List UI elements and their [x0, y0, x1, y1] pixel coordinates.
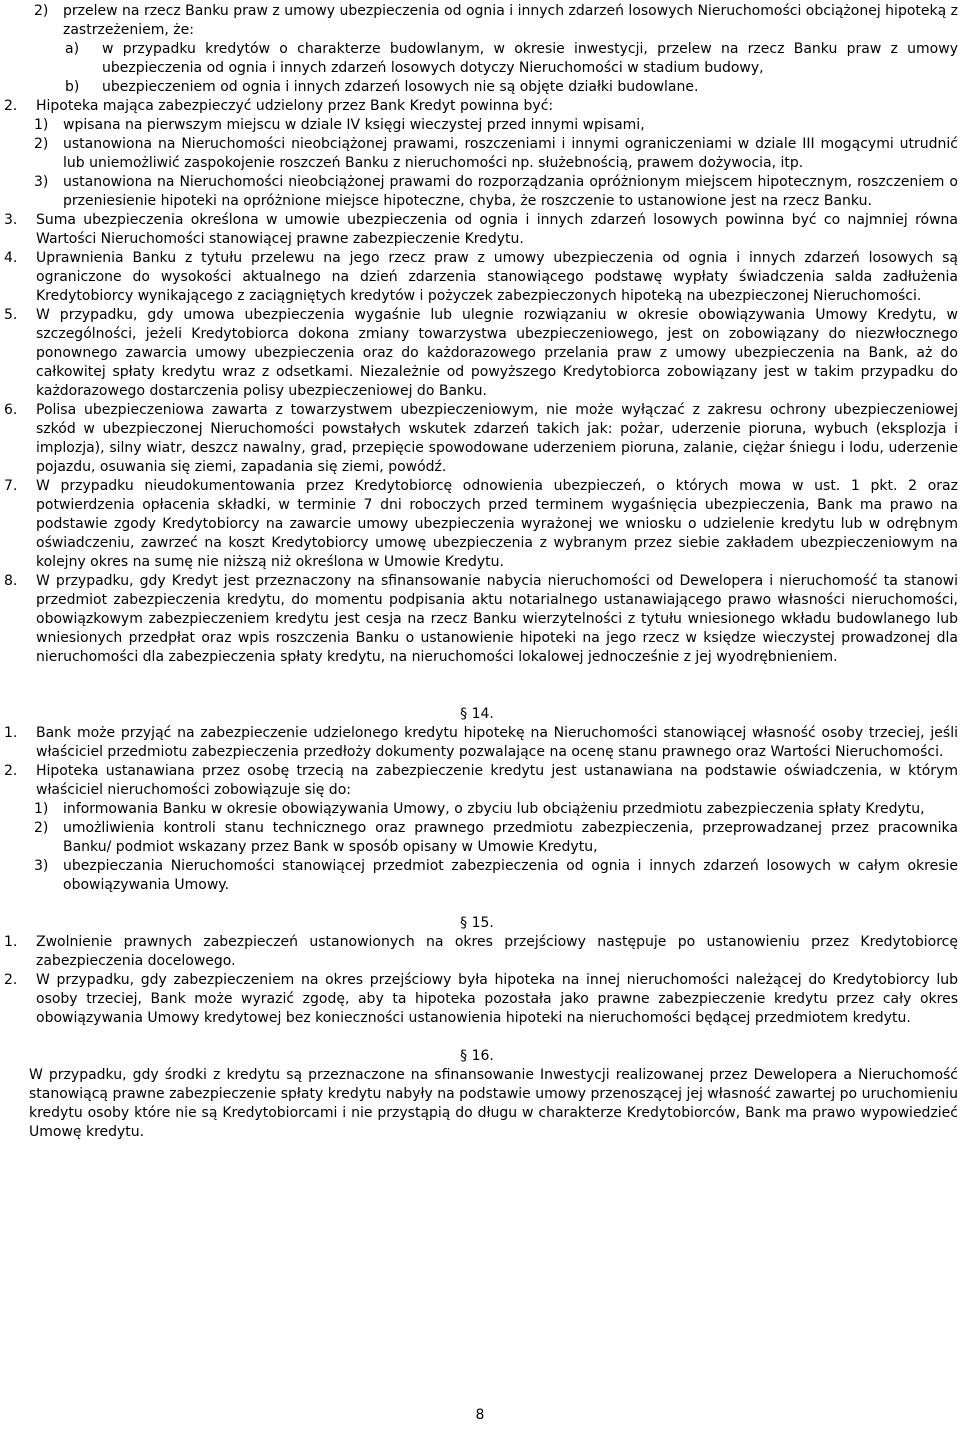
paragraph-text: W przypadku, gdy Kredyt jest przeznaczony na sfinansowanie nabycia nieruchomości od Dewelopera i nieruchomość ta stanowi przedmiot zabezpieczenia kredytu, do momentu podpisania aktu notarialnego ustanawiającego prawo własności nieruchomości, obowiązkowym zabezpieczeniem kredytu jest cesja na rzecz Banku wierzytelności z tytułu wniesionego wkładu budowlanego lub wniesionych przedpłat oraz wpis roszczenia Banku o ustanowienie hipoteki na jego rzecz w księdze wieczystej prowadzonej dla nieruchomości dla zabezpieczenia spłaty kredytu, na nieruchomości lokalowej jednocześnie z jej wyodrębnieniem.	[36, 573, 958, 665]
item-text: ustanowiona na Nieruchomości nieobciążonej prawami, roszczeniami i innymi ograniczeniami w dziale III mogącymi utrudnić lub uniemożliwić zaspokojenie roszczeń Banku z nieruchomości np. służebnością, prawem dożywocia, itp.	[63, 136, 958, 171]
paragraph	[0, 724, 960, 762]
paragraph	[0, 933, 960, 971]
sublist-item	[0, 78, 960, 97]
list-item	[0, 2, 960, 40]
item-number: 1)	[34, 801, 49, 817]
paragraph-number: 6.	[4, 402, 18, 418]
list-item	[0, 819, 960, 857]
paragraph-text: Uprawnienia Banku z tytułu przelewu na jego rzecz praw z umowy ubezpieczenia od ognia i innych zdarzeń losowych są ograniczone do wysokości aktualnego na dzień zdarzenia stanowiącego podstawę wypłaty świadczenia salda zadłużenia Kredytobiorcy wynikającego z zaciągniętych kredytów i pożyczek zabezpieczonych hipoteką na ubezpieczonej Nieruchomości.	[36, 250, 958, 304]
list-item	[0, 135, 960, 173]
paragraph	[0, 401, 960, 477]
paragraph-text: Hipoteka mająca zabezpieczyć udzielony przez Bank Kredyt powinna być:	[36, 98, 554, 114]
list-item	[0, 800, 960, 819]
section-heading-16: § 16.	[460, 1048, 494, 1064]
spacer	[0, 667, 960, 705]
paragraph-number: 2.	[4, 763, 18, 779]
item-number: 2)	[34, 3, 49, 19]
paragraph-number: 4.	[4, 250, 18, 266]
item-number: b)	[65, 79, 80, 95]
item-number: 3)	[34, 858, 49, 874]
spacer	[0, 895, 960, 914]
paragraph-number: 7.	[4, 478, 18, 494]
list-item	[0, 116, 960, 135]
section-heading-15: § 15.	[460, 915, 494, 931]
paragraph	[0, 249, 960, 306]
paragraph-text: Suma ubezpieczenia określona w umowie ubezpieczenia od ognia i innych zdarzeń losowych powinna być co najmniej równa Wartości Nieruchomości stanowiącej prawne zabezpieczenie Kredytu.	[36, 212, 958, 247]
paragraph-number: 2.	[4, 972, 18, 988]
item-text: przelew na rzecz Banku praw z umowy ubezpieczenia od ognia i innych zdarzeń losowych Nieruchomości obciążonej hipoteką z zastrzeżeniem, że:	[63, 3, 958, 38]
paragraph-number: 8.	[4, 573, 18, 589]
item-text: ubezpieczania Nieruchomości stanowiącej przedmiot zabezpieczenia od ognia i innych zdarzeń losowych w całym okresie obowiązywania Umowy.	[63, 858, 958, 893]
spacer	[0, 1028, 960, 1047]
paragraph	[0, 306, 960, 401]
item-number: 3)	[34, 174, 49, 190]
paragraph-number: 2.	[4, 98, 18, 114]
item-number: 2)	[34, 820, 49, 836]
paragraph	[0, 971, 960, 1028]
paragraph-text: W przypadku nieudokumentowania przez Kredytobiorcę odnowienia ubezpieczeń, o których mowa w ust. 1 pkt. 2 oraz potwierdzenia opłacenia składki, w terminie 7 dni roboczych przed terminem wygaśnięcia ubezpieczenia, Bank ma prawo na podstawie zgody Kredytobiorcy na zawarcie umowy ubezpieczenia wyrażonej we wniosku o udzielenie kredytu lub w odrębnym oświadczeniu, zawrzeć na koszt Kredytobiorcy umowę ubezpieczenia z wybranym przez siebie zakładem ubezpieczeniowym na kolejny okres na sumę nie niższą niż określona w Umowie Kredytu.	[36, 478, 958, 570]
document-page	[0, 2, 960, 1142]
item-text: ubezpieczeniem od ognia i innych zdarzeń losowych nie są objęte działki budowlane.	[102, 79, 699, 95]
paragraph-text: W przypadku, gdy zabezpieczeniem na okres przejściowy była hipoteka na innej nieruchomości należącej do Kredytobiorcy lub osoby trzeciej, Bank może wyrazić zgodę, aby ta hipoteka pozostała jako prawne zabezpieczenie kredytu przez cały okres obowiązywania Umowy kredytowej bez konieczności ustanowienia hipoteki na nieruchomości będącej przedmiotem kredytu.	[36, 972, 958, 1026]
sublist-item	[0, 40, 960, 78]
paragraph-text: W przypadku, gdy umowa ubezpieczenia wygaśnie lub ulegnie rozwiązaniu w okresie obowiązywania Umowy Kredytu, w szczególności, jeżeli Kredytobiorca dokona zmiany towarzystwa ubezpieczeniowego, jest on zobowiązany do niezwłocznego ponownego zawarcia umowy ubezpieczenia oraz do każdorazowego przelania praw z umowy ubezpieczenia na Bank, aż do całkowitej spłaty kredytu wraz z odsetkami. Niezależnie od powyższego Kredytobiorca zobowiązany jest w takim przypadku do każdorazowego dostarczenia polisy ubezpieczeniowej do Banku.	[36, 307, 958, 399]
paragraph-text: Bank może przyjąć na zabezpieczenie udzielonego kredytu hipotekę na Nieruchomości stanowiącej własność osoby trzeciej, jeśli właściciel przedmiotu zabezpieczenia przedłoży dokumenty pozwalające na ocenę stanu prawnego oraz Wartości Nieruchomości.	[36, 725, 958, 760]
item-number: a)	[65, 41, 80, 57]
list-item	[0, 173, 960, 211]
paragraph	[0, 477, 960, 572]
paragraph	[0, 211, 960, 249]
paragraph-text: W przypadku, gdy środki z kredytu są przeznaczone na sfinansowanie Inwestycji realizowanej przez Dewelopera a Nieruchomość stanowiącą prawne zabezpieczenie spłaty kredytu nabyły na podstawie umowy przenoszącej jej własność zawartej po uruchomieniu kredytu osoby które nie są Kredytobiorcami i nie przystąpią do długu w charakterze Kredytobiorców, Bank ma prawo wypowiedzieć Umowę kredytu.	[29, 1067, 958, 1140]
paragraph-number: 1.	[4, 725, 18, 741]
item-text: informowania Banku w okresie obowiązywania Umowy, o zbyciu lub obciążeniu przedmiotu zabezpieczenia spłaty Kredytu,	[63, 801, 925, 817]
paragraph	[0, 572, 960, 667]
item-text: wpisana na pierwszym miejscu w dziale IV księgi wieczystej przed innymi wpisami,	[63, 117, 645, 133]
item-text: w przypadku kredytów o charakterze budowlanym, w okresie inwestycji, przelew na rzecz Banku praw z umowy ubezpieczenia od ognia i innych zdarzeń losowych dotyczy Nieruchomości w stadium budowy,	[102, 41, 958, 76]
paragraph-text: Hipoteka ustanawiana przez osobę trzecią na zabezpieczenie kredytu jest ustanawiana na podstawie oświadczenia, w którym właściciel nieruchomości zobowiązuje się do:	[36, 763, 958, 798]
paragraph-number: 1.	[4, 934, 18, 950]
paragraph	[0, 97, 960, 116]
paragraph-text: Zwolnienie prawnych zabezpieczeń ustanowionych na okres przejściowy następuje po ustanowieniu przez Kredytobiorcę zabezpieczenia docelowego.	[36, 934, 958, 969]
item-number: 2)	[34, 136, 49, 152]
page-number: 8	[475, 1407, 485, 1423]
paragraph-text: Polisa ubezpieczeniowa zawarta z towarzystwem ubezpieczeniowym, nie może wyłączać z zakresu ochrony ubezpieczeniowej szkód w ubezpieczonej Nieruchomości powstałych wskutek zdarzeń takich jak: pożar, uderzenie pioruna, wybuch (eksplozja i implozja), silny wiatr, deszcz nawalny, grad, przepięcie spowodowane uderzeniem pioruna, zalanie, ciężar śniegu i lodu, uderzenie pojazdu, osuwania się ziemi, zapadania się ziemi, powódź.	[36, 402, 958, 475]
paragraph	[0, 762, 960, 800]
paragraph-number: 5.	[4, 307, 18, 323]
item-text: umożliwienia kontroli stanu technicznego oraz prawnego przedmiotu zabezpieczenia, przeprowadzanej przez pracownika Banku/ podmiot wskazany przez Bank w sposób opisany w Umowie Kredytu,	[63, 820, 958, 855]
list-item	[0, 857, 960, 895]
paragraph-number: 3.	[4, 212, 18, 228]
item-text: ustanowiona na Nieruchomości nieobciążonej prawami do rozporządzania opróżnionym miejscem hipotecznym, roszczeniem o przeniesienie hipoteki na opróżnione miejsce hipoteczne, chyba, że roszczenie to ustanowione jest na rzecz Banku.	[63, 174, 958, 209]
item-number: 1)	[34, 117, 49, 133]
section-heading-14: § 14.	[460, 706, 494, 722]
